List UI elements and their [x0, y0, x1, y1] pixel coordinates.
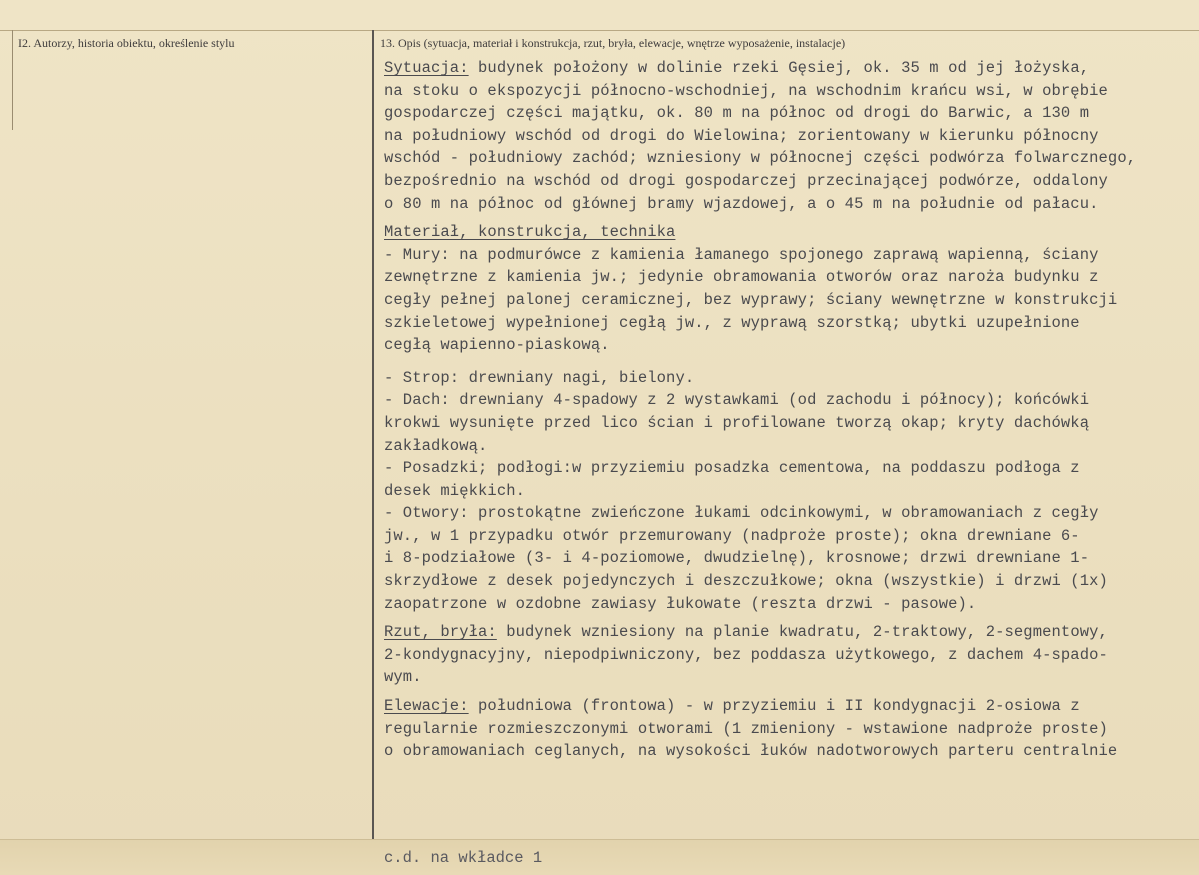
text-line: zakładkową. [384, 436, 488, 455]
field-12-header: I2. Autorzy, historia obiektu, określenie stylu [18, 36, 235, 50]
paper-fold [0, 839, 1199, 875]
text-line: i 8-podziałowe (3- i 4-poziomowe, dwudzielnę), krosnowe; drzwi drewniane 1- [384, 549, 1090, 568]
continuation-note: c.d. na wkładce 1 [384, 849, 543, 867]
text-line: krokwi wysunięte przed lico ścian i profilowane tworzą okap; kryty dachówką [384, 413, 1090, 432]
elewacje-first-line: Elewacje: południowa (frontowa) - w przyziemiu i II kondygnacji 2-osiowa z [384, 697, 1080, 716]
field-13-header: 13. Opis (sytuacja, materiał i konstrukcja, rzut, bryła, elewacje, wnętrze wyposażenie, instalacje) [380, 36, 846, 50]
text-line: gospodarczej części majątku, ok. 80 m na północ od drogi do Barwic, a 130 m [384, 104, 1090, 123]
text-line: - Dach: drewniany 4-spadowy z 2 wystawkami (od zachodu i północy); końcówki [384, 391, 1090, 410]
rzut-first-line: Rzut, bryła: budynek wzniesiony na planie kwadratu, 2-traktowy, 2-segmentowy, [384, 623, 1108, 642]
column-divider [372, 30, 374, 864]
elewacje-heading: Elewacje: [384, 697, 469, 716]
description-text [384, 57, 1199, 763]
text-line: skrzydłowe z desek pojedynczych i deszczułkowe; okna (wszystkie) i drzwi (1x) [384, 572, 1108, 591]
material-heading: Materiał, konstrukcja, technika [384, 223, 676, 242]
text-line: - Otwory: prostokątne zwieńczone łukami odcinkowymi, w obramowaniach z cegły [384, 504, 1099, 523]
sytuacja-heading: Sytuacja: [384, 59, 469, 77]
top-rule [0, 30, 1199, 31]
text-line: wym. [384, 668, 422, 687]
rzut-heading: Rzut, bryła: [384, 623, 497, 642]
text-line: 2-kondygnacyjny, niepodpiwniczony, bez poddasza użytkowego, z dachem 4-spado- [384, 645, 1108, 664]
text-line: bezpośrednio na wschód od drogi gospodarczej przecinającej podwórze, oddalony [384, 171, 1108, 190]
text-line: zaopatrzone w ozdobne zawiasy łukowate (reszta drzwi - pasowe). [384, 594, 977, 613]
text-line: o 80 m na północ od głównej bramy wjazdowej, a o 45 m na południe od pałacu. [384, 194, 1099, 213]
text-line: desek miękkich. [384, 481, 526, 500]
text-line: - Posadzki; podłogi:w przyziemiu posadzka cementowa, na poddaszu podłoga z [384, 459, 1080, 478]
text-line: zewnętrzne z kamienia jw.; jedynie obramowania otworów oraz naroża budynku z [384, 268, 1099, 287]
material-heading-line [384, 221, 1199, 244]
left-column-rule [12, 30, 13, 130]
text-line: o obramowaniach ceglanych, na wysokości łuków nadotworowych parteru centralnie [384, 742, 1118, 761]
text-line: - Mury: na podmurówce z kamienia łamanego spojonego zaprawą wapienną, ściany [384, 245, 1099, 264]
text-line: na południowy wschód od drogi do Wielowina; zorientowany w kierunku północny [384, 126, 1099, 145]
text-line: regularnie rozmieszczonymi otworami (1 zmieniony - wstawione nadproże proste) [384, 719, 1108, 738]
sytuacja-first-line: Sytuacja: budynek położony w dolinie rzeki Gęsiej, ok. 35 m od jej łożyska, [384, 59, 1090, 77]
text-line: szkieletowej wypełnionej cegłą jw., z wyprawą szorstką; ubytki uzupełnione [384, 313, 1080, 332]
text-line: cegły pełnej palonej ceramicznej, bez wyprawy; ściany wewnętrzne w konstrukcji [384, 290, 1118, 309]
text-line: wschód - południowy zachód; wzniesiony w północnej części podwórza folwarcznego, [384, 149, 1137, 168]
text-line: - Strop: drewniany nagi, bielony. [384, 368, 695, 387]
text-line: cegłą wapienno-piaskową. [384, 336, 610, 355]
text-line: jw., w 1 przypadku otwór przemurowany (nadproże proste); okna drewniane 6- [384, 526, 1080, 545]
text-line: na stoku o ekspozycji północno-wschodniej, na wschodnim krańcu wsi, w obrębie [384, 81, 1108, 100]
